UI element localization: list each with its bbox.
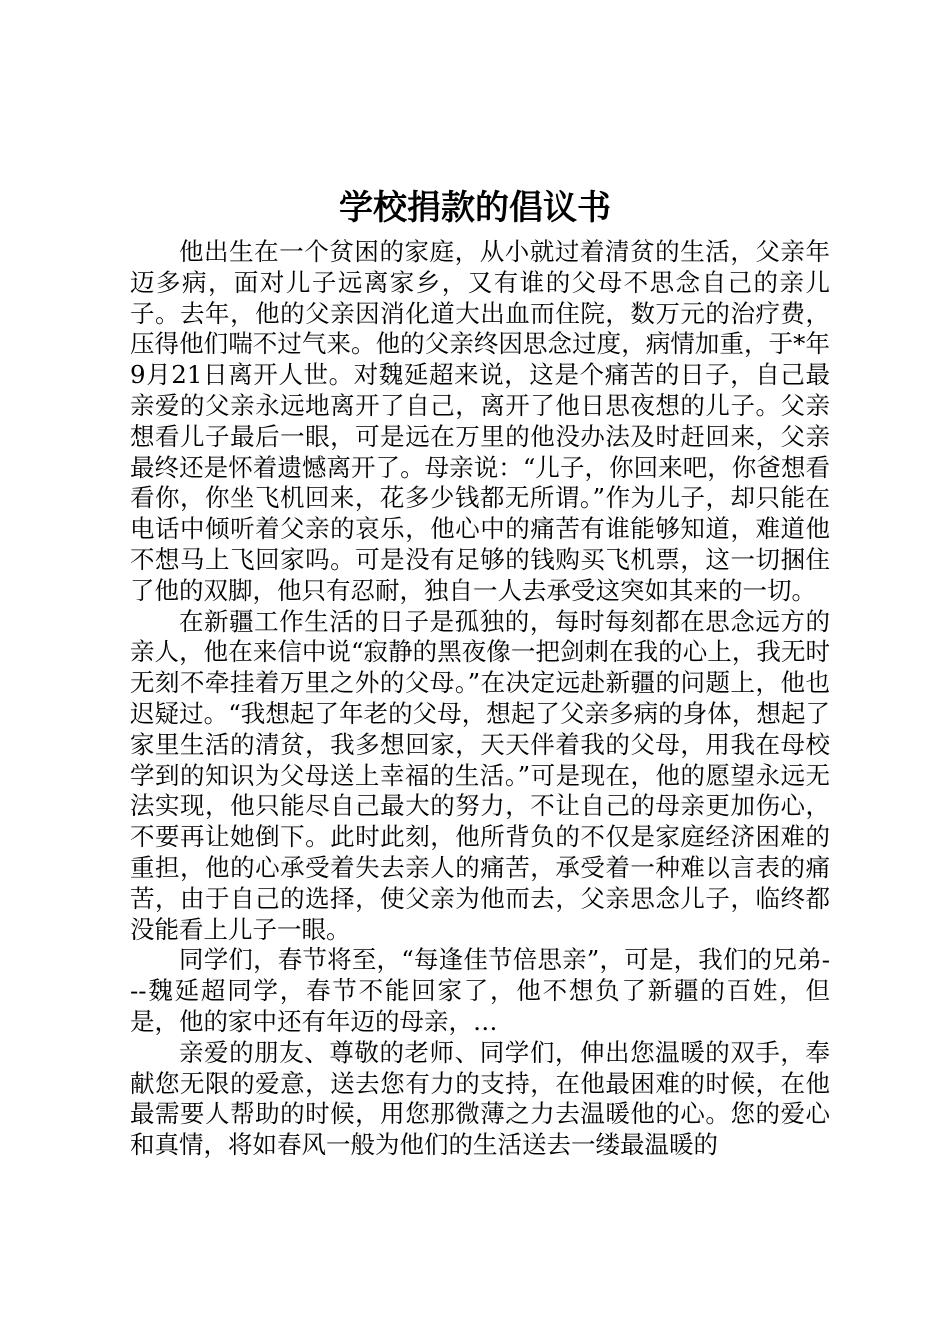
document-body xyxy=(130,237,830,1161)
paragraph: 他出生在一个贫困的家庭，从小就过着清贫的生活，父亲年迈多病，面对儿子远离家乡，又有谁的父母不思念自己的亲儿子。去年，他的父亲因消化道大出血而住院，数万元的治疗费，压得他们喘不过气来。他的父亲终因思念过度，病情加重，于*年9月21日离开人世。对魏延超来说，这是个痛苦的日子，自己最亲爱的父亲永远地离开了自己，离开了他日思夜想的儿子。父亲想看儿子最后一眼，可是远在万里的他没办法及时赶回来，父亲最终还是怀着遗憾离开了。母亲说：“儿子，你回来吧，你爸想看看你，你坐飞机回来，花多少钱都无所谓。”作为儿子，却只能在电话中倾听着父亲的哀乐，他心中的痛苦有谁能够知道，难道他不想马上飞回家吗。可是没有足够的钱购买飞机票，这一切捆住了他的双脚，他只有忍耐，独自一人去承受这突如其来的一切。 xyxy=(130,237,830,605)
paragraph: 同学们，春节将至，“每逢佳节倍思亲”，可是，我们的兄弟---魏延超同学，春节不能回家了，他不想负了新疆的百姓，但是，他的家中还有年迈的母亲，… xyxy=(130,945,830,1036)
paragraph: 在新疆工作生活的日子是孤独的，每时每刻都在思念远方的亲人，他在来信中说“寂静的黑夜像一把剑刺在我的心上，我无时无刻不牵挂着万里之外的父母。”在决定远赴新疆的问题上，他也迟疑过。“我想起了年老的父母，想起了父亲多病的身体，想起了家里生活的清贫，我多想回家，天天伴着我的父母，用我在母校学到的知识为父母送上幸福的生活。”可是现在，他的愿望永远无法实现，他只能尽自己最大的努力，不让自己的母亲更加伤心，不要再让她倒下。此时此刻，他所背负的不仅是家庭经济困难的重担，他的心承受着失去亲人的痛苦，承受着一种难以言表的痛苦，由于自己的选择，使父亲为他而去，父亲思念儿子，临终都没能看上儿子一眼。 xyxy=(130,606,830,944)
paragraph: 亲爱的朋友、尊敬的老师、同学们，伸出您温暖的双手，奉献您无限的爱意，送去您有力的支持，在他最困难的时候，在他最需要人帮助的时候，用您那微薄之力去温暖他的心。您的爱心和真情，将如春风一般为他们的生活送去一缕最温暖的 xyxy=(130,1037,830,1160)
document-title: 学校捐款的倡议书 xyxy=(339,188,611,228)
